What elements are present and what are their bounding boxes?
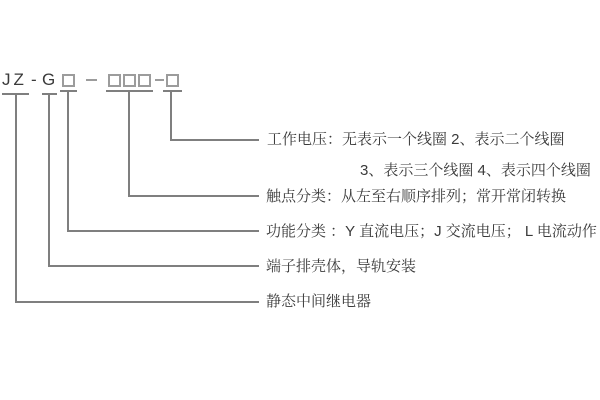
underline-voltage xyxy=(163,90,182,92)
connector-vertical-voltage xyxy=(170,92,172,141)
code-box-contact-3 xyxy=(138,74,151,87)
code-box-function xyxy=(62,74,75,87)
code-hyphen: - xyxy=(31,70,37,89)
connector-horizontal-function xyxy=(67,230,259,232)
connector-vertical-function xyxy=(67,92,69,232)
label-working-voltage-line2: 3、表示三个线圈 4、表示四个线圈 xyxy=(360,162,591,179)
label-relay-type: 静态中间继电器 xyxy=(266,293,372,310)
label-housing: 端子排壳体，导轨安装 xyxy=(266,258,417,275)
connector-vertical-contacts xyxy=(128,92,130,197)
connector-horizontal-mount xyxy=(48,265,259,267)
connector-horizontal-voltage xyxy=(170,139,259,141)
connector-vertical-series xyxy=(15,95,17,303)
code-dash-2 xyxy=(155,79,164,81)
code-box-contact-2 xyxy=(123,74,136,87)
code-box-contact-1 xyxy=(108,74,121,87)
connector-horizontal-contacts xyxy=(128,195,259,197)
label-working-voltage-line1: 工作电压：无表示一个线圈 2、表示二个线圈 xyxy=(267,131,565,148)
code-mount-letter: G xyxy=(42,70,56,89)
code-box-voltage xyxy=(166,74,179,87)
code-dash-1 xyxy=(86,79,97,81)
code-series-letters: JZ xyxy=(2,70,27,89)
label-contact-class: 触点分类：从左至右顺序排列；常开常闭转换 xyxy=(266,188,567,205)
connector-vertical-mount xyxy=(48,95,50,267)
connector-horizontal-series xyxy=(15,301,259,303)
label-function-class: 功能分类 ：Y 直流电压；J 交流电压； L 电流动作 xyxy=(266,223,597,240)
